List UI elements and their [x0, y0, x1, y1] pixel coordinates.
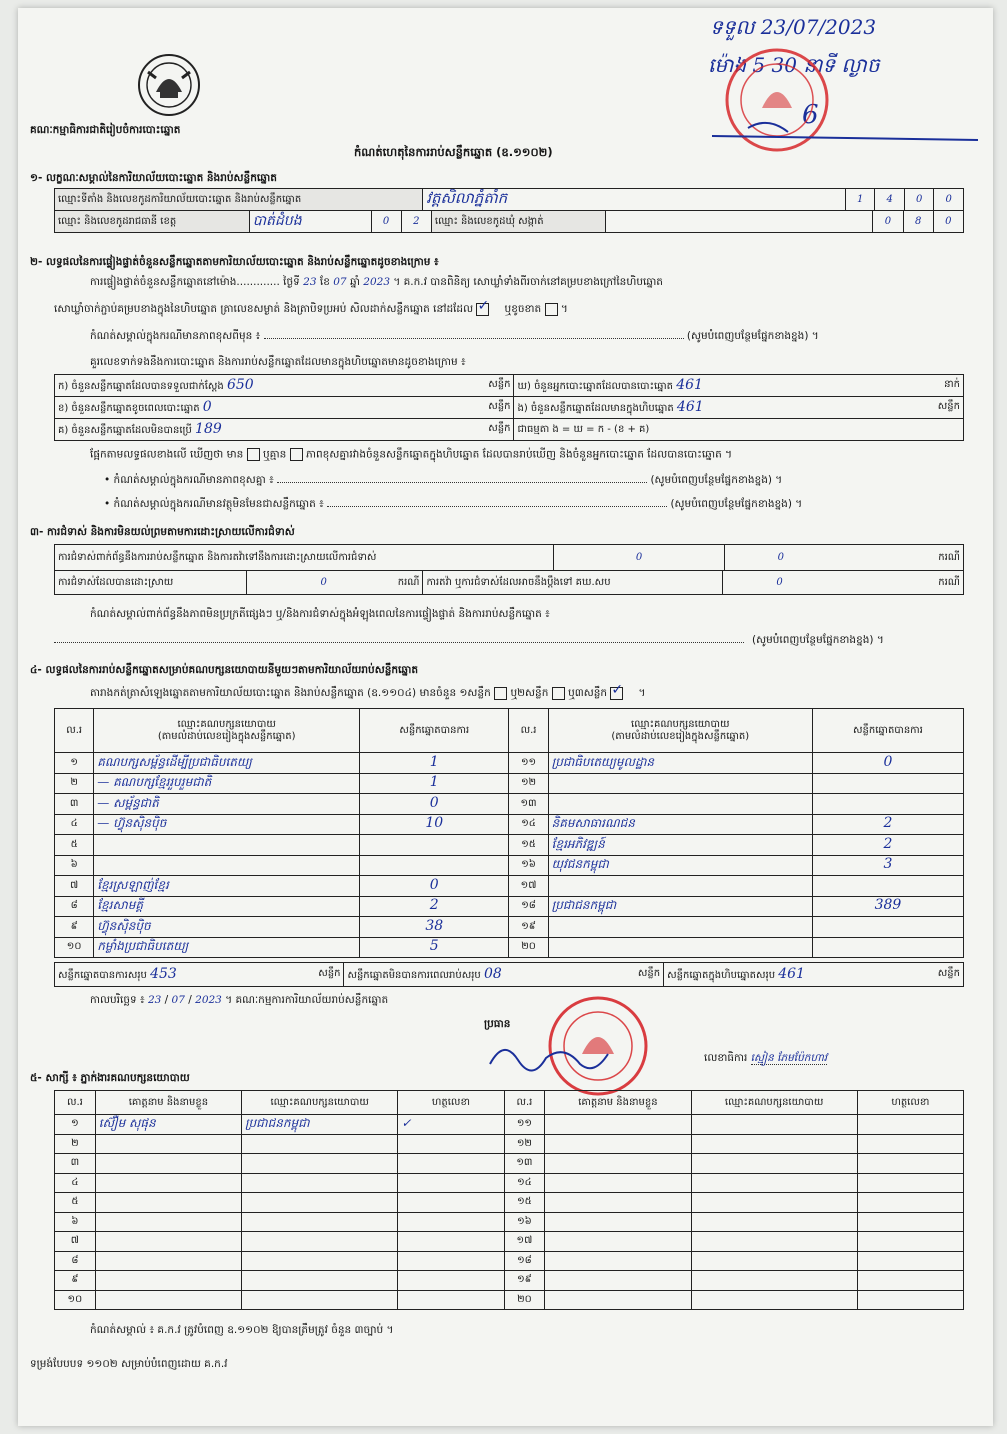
empty-cell	[545, 1115, 691, 1135]
station-code-3: 0	[904, 189, 933, 211]
row-number: ៩	[55, 1271, 96, 1291]
empty-cell	[857, 1251, 963, 1271]
invalid-total-label: សន្លឹកឆ្នោតមិនបានការពេលរាប់សរុប	[347, 969, 481, 981]
party-votes: 1	[429, 753, 439, 770]
unit: ករណី	[938, 551, 960, 563]
col-no: ល.រ	[509, 709, 548, 753]
tally-sheet-text: តារាងកត់ត្រាសំឡេងឆ្នោតតាមការិយាល័យបោះឆ្នោត និងរាប់សន្លឹកឆ្នោត (ឧ.១១០៤) មានចំនួន ១សន្លឹក	[90, 687, 491, 699]
party-row	[55, 917, 964, 938]
col-votes: សន្លឹកឆ្នោតបានការ	[360, 709, 509, 753]
secretary-label: លេខាធិការ	[704, 1052, 748, 1064]
party-row	[55, 794, 964, 815]
party-votes: 2	[883, 815, 893, 832]
col-party: ឈ្មោះគណបក្សនយោបាយ	[241, 1091, 397, 1115]
voters-value: 461	[676, 376, 703, 393]
col-party: ឈ្មោះគណបក្សនយោបាយ	[177, 718, 276, 730]
province-code-2: 2	[401, 211, 431, 233]
col-party: ឈ្មោះគណបក្សនយោបាយ	[691, 1091, 857, 1115]
empty-cell	[545, 1134, 691, 1154]
objections-table-row2	[54, 570, 964, 595]
party-row	[55, 855, 964, 876]
empty-cell	[857, 1212, 963, 1232]
empty-cell	[691, 1134, 857, 1154]
empty-cell	[691, 1212, 857, 1232]
party-votes: 1	[429, 774, 439, 791]
commune-code-3: 0	[933, 211, 963, 233]
difference-note: • កំណត់សម្គាល់ក្នុងករណីមានភាពខុសគ្នា ៖	[104, 474, 274, 486]
valid-total-label: សន្លឹកឆ្នោតបានការសរុប	[58, 969, 147, 981]
col-no: ល.រ	[504, 1091, 545, 1115]
party-name: យុវជនកម្ពុជា	[551, 857, 609, 872]
col-votes: សន្លឹកឆ្នោតបានការ	[812, 709, 963, 753]
unused-ballots-label: គ) ចំនួនសន្លឹកឆ្នោតដែលមិនបានប្រើ	[58, 424, 192, 436]
witness-row	[55, 1134, 964, 1154]
row-number: ២០	[504, 1290, 545, 1310]
empty-cell	[857, 1173, 963, 1193]
objections-count: 0	[554, 545, 724, 571]
row-number: ២០	[509, 937, 548, 958]
party-votes: 3	[883, 856, 893, 873]
verify-day: 23	[303, 276, 317, 288]
col-name: គោត្តនាម និងនាមខ្លួន	[545, 1091, 691, 1115]
row-number: ១៩	[509, 917, 548, 938]
party-name: — សម្ព័ន្ធជាតិ	[97, 795, 159, 810]
chair-signature	[484, 1034, 614, 1086]
empty-cell	[545, 1251, 691, 1271]
box-ballots-label: ង) ចំនួនសន្លឹកឆ្នោតដែលមានក្នុងហិបឆ្នោត	[517, 402, 674, 414]
row-number: ១៩	[504, 1271, 545, 1291]
year-word: ឆ្នាំ	[349, 276, 360, 288]
party-name: កម្លាំងប្រជាធិបតេយ្យ	[97, 939, 189, 954]
numbers-intro: គួរលេខទាក់ទងនឹងការបោះឆ្នោត និងការរាប់សន្លឹកឆ្នោតដែលមានក្នុងហិបឆ្នោតមានដូចខាងក្រោម ៖	[90, 356, 466, 368]
station-code-2: 4	[875, 189, 904, 211]
difference-note-label: កំណត់សម្គាល់ក្នុងករណីមានភាពខុសពីមុន ៖	[90, 330, 261, 342]
resolved-count: 0	[320, 576, 327, 588]
unit: សន្លឹក	[637, 967, 661, 979]
row-number: ១	[55, 753, 94, 774]
box-ballots-value: 461	[676, 398, 704, 415]
form-title: កំណត់ហេតុនៃការរាប់សន្លឹកឆ្នោត (ឧ.១១០២)	[354, 145, 553, 159]
empty-cell	[691, 1173, 857, 1193]
row-number: ៥	[55, 1193, 96, 1213]
empty-cell	[691, 1271, 857, 1291]
one-sheet-checkbox[interactable]	[494, 687, 507, 700]
party-votes: 0	[883, 753, 893, 770]
row-number: ១៧	[509, 876, 548, 897]
formula-text: ជាធម្មតា ង = ឃ = ក - (ខ + គ)	[517, 423, 650, 435]
row-number: ៩	[55, 917, 94, 938]
no-difference-text: ឬគ្មាន	[263, 448, 287, 461]
party-row	[55, 835, 964, 856]
station-name: វត្តសិលាភ្នំតាំក	[426, 189, 508, 207]
row-number: ៥	[55, 835, 94, 856]
witness-row	[55, 1290, 964, 1310]
party-row	[55, 876, 964, 897]
party-votes: 38	[425, 917, 444, 934]
fill-back-note: (សូមបំពេញបន្ថែមផ្នែកខាងខ្នង) ។	[670, 498, 803, 510]
party-name: — គណបក្សខ្មែររួបរួមជាតិ	[97, 775, 212, 790]
date-label: កាលបរិច្ឆេទ ៖	[90, 994, 145, 1006]
box-total-label: សន្លឹកឆ្នោតក្នុងហិបឆ្នោតសរុប	[667, 969, 776, 981]
appeal-count: 0	[776, 576, 783, 588]
col-party-sub: (តាមលំដាប់លេខរៀងក្នុងសន្លឹកឆ្នោត)	[611, 730, 750, 742]
section-4-title: ៤- លទ្ធផលនៃការរាប់សន្លឹកឆ្នោតសម្រាប់គណបក្សនយោបាយនីមួយៗតាមការិយាល័យរាប់សន្លឹកឆ្នោត	[30, 664, 419, 676]
row-number: ៣	[55, 794, 94, 815]
committee-label: ។ គណៈកម្មការការិយាល័យរាប់សន្លឹកឆ្នោត	[225, 994, 389, 1006]
section-1-table	[54, 188, 964, 211]
empty-cell	[691, 1290, 857, 1310]
row-number: ១៦	[509, 855, 548, 876]
row-number: ២	[55, 1134, 96, 1154]
row-number: ១៧	[504, 1232, 545, 1252]
row-number: ១២	[509, 773, 548, 794]
section-5-title: ៥- សាក្សី ៖ ភ្នាក់ងារគណបក្សនយោបាយ	[30, 1072, 190, 1084]
party-name: — ហ៊្វុនស៊ិនប៉ិច	[97, 816, 167, 831]
unit: សន្លឹក	[937, 967, 960, 979]
verify-month: 07	[333, 276, 347, 288]
province-code-1: 0	[371, 211, 401, 233]
received-number: 6	[802, 100, 819, 130]
witness-name: ស៊ឿម សុផុន	[98, 1116, 156, 1131]
witness-row	[55, 1193, 964, 1213]
unit: សន្លឹក	[488, 400, 511, 412]
row-number: ៦	[55, 1212, 96, 1232]
province-label: ឈ្មោះ និងលេខកូដរាជធានី ខេត្ត	[55, 211, 250, 233]
col-name: គោត្តនាម និងនាមខ្លួន	[95, 1091, 241, 1115]
unit: សន្លឹក	[488, 378, 511, 390]
party-row	[55, 896, 964, 917]
empty-cell	[545, 1212, 691, 1232]
fill-back-note: (សូមបំពេញបន្ថែមផ្នែកខាងខ្នង) ។	[752, 634, 884, 646]
row-number: ១០	[55, 937, 94, 958]
commune-label: ឈ្មោះ និងលេខកូដឃុំ សង្កាត់	[431, 211, 605, 233]
row-number: ១៤	[504, 1173, 545, 1193]
province-name: បាត់ដំបង	[252, 212, 302, 229]
verify-year: 2023	[363, 276, 391, 288]
section-2-title: ២- លទ្ធផលនៃការផ្ទៀងផ្ទាត់ចំនួនសន្លឹកឆ្នោតតាមការិយាល័យបោះឆ្នោត និងរាប់សន្លឹកឆ្នោតដូចខាងក្រោម ៖	[30, 256, 439, 268]
empty-cell	[545, 1173, 691, 1193]
row-number: ១២	[504, 1134, 545, 1154]
received-date: ទទួល 23/07/2023	[710, 15, 877, 39]
row-number: ១៦	[504, 1212, 545, 1232]
form-footer: ទម្រង់បែបបទ ១១០២ សម្រាប់បំពេញដោយ គ.ក.វ	[30, 1358, 228, 1370]
difference-exists-text: ផ្អែកតាមលទ្ធផលខាងលើ ឃើញថា មាន	[90, 448, 244, 461]
party-votes: 0	[429, 794, 439, 811]
three-sheet-text: ឬ៣សន្លឹក	[568, 687, 608, 699]
has-difference-checkbox[interactable]	[247, 448, 260, 461]
unit: ករណី	[938, 576, 960, 588]
chair-label: ប្រធាន	[484, 1018, 511, 1030]
party-name: ហ៊្វុនស៊ិនប៉ិច	[97, 918, 151, 933]
row-number: ១១	[509, 753, 548, 774]
col-party: ឈ្មោះគណបក្សនយោបាយ	[631, 718, 730, 730]
row-number: ១៥	[509, 835, 548, 856]
unused-ballots-value: 189	[195, 420, 222, 437]
row-number: ១៣	[509, 794, 548, 815]
invalid-total: 08	[483, 965, 502, 982]
empty-cell	[691, 1251, 857, 1271]
date-day: 23	[147, 994, 162, 1006]
row-number: ១៤	[509, 814, 548, 835]
witness-row	[55, 1271, 964, 1291]
party-votes: 389	[874, 897, 902, 914]
empty-cell	[857, 1290, 963, 1310]
station-code-4: 0	[934, 189, 964, 211]
witness-party: ប្រជាជនកម្ពុជា	[244, 1116, 310, 1131]
party-row	[55, 753, 964, 774]
row-number: ១	[55, 1115, 96, 1135]
col-party-sub: (តាមលំដាប់លេខរៀងក្នុងសន្លឹកឆ្នោត)	[157, 730, 296, 742]
party-name: ខ្មែរអភិវឌ្ឍន៍	[551, 836, 605, 851]
two-sheet-text: ឬ២សន្លឹក	[510, 687, 549, 699]
col-signature: ហត្ថលេខា	[398, 1091, 504, 1115]
empty-cell	[857, 1134, 963, 1154]
witness-row	[55, 1115, 964, 1135]
row-number: ១៨	[504, 1251, 545, 1271]
copies-note: កំណត់សម្គាល់ ៖ គ.ក.វ ត្រូវបំពេញ ឧ.១១០២ ឱ្យបានត្រឹមត្រូវ ចំនួន ៣ច្បាប់ ។	[90, 1324, 394, 1336]
month-word: ខែ	[319, 276, 330, 288]
party-row	[55, 773, 964, 794]
witness-row	[55, 1173, 964, 1193]
empty-cell	[545, 1154, 691, 1174]
verification-text-tail: ។ គ.ក.វ បានពិនិត្យ សោឃ្លាំទាំងពីរចាក់នៅគម្របខាងក្រៅនៃហិបឆ្នោត	[393, 276, 663, 288]
objections-table	[54, 544, 964, 571]
ballot-count-table	[54, 374, 964, 441]
valid-total: 453	[150, 965, 177, 982]
irregularity-note: កំណត់សម្គាល់ពាក់ព័ន្ធនឹងភាពមិនប្រក្រតីផ្សេងៗ ឬ/និងការជំទាស់ក្នុងអំឡុងពេលនៃការផ្ទៀងផ្ទាត់ និងការរាប់សន្លឹកឆ្នោត ៖	[90, 608, 550, 620]
party-results-table	[54, 708, 964, 958]
section-1-title: ១- លក្ខណៈសម្គាល់នៃការិយាល័យបោះឆ្នោត និងរាប់សន្លឹកឆ្នោត	[30, 172, 277, 184]
voters-label: ឃ) ចំនួនអ្នកបោះឆ្នោតដែលបានបោះឆ្នោត	[517, 380, 674, 392]
empty-cell	[545, 1290, 691, 1310]
witness-row	[55, 1251, 964, 1271]
party-name: ខ្មែរសាមគ្គី	[97, 898, 143, 913]
empty-cell	[545, 1193, 691, 1213]
row-number: ៣	[55, 1154, 96, 1174]
unit: ករណី	[397, 576, 420, 588]
org-name: គណៈកម្មាធិការជាតិរៀបចំការបោះឆ្នោត	[30, 124, 181, 136]
totals-table	[54, 962, 964, 987]
row-number: ១៥	[504, 1193, 545, 1213]
party-name: ខ្មែរស្រឡាញ់ខ្មែរ	[97, 877, 169, 892]
foreign-object-note: • កំណត់សម្គាល់ក្នុងករណីមានវត្ថុមិនមែនជាសន្លឹកឆ្នោត ៖	[104, 498, 324, 510]
col-signature: ហត្ថលេខា	[857, 1091, 963, 1115]
station-label: ឈ្មោះទីតាំង និងលេខកូដការិយាល័យបោះឆ្នោត និងរាប់សន្លឹកឆ្នោត	[55, 189, 423, 211]
row-number: ២	[55, 773, 94, 794]
col-no: ល.រ	[55, 1091, 96, 1115]
no-difference-checkbox[interactable]	[290, 448, 303, 461]
unit: សន្លឹក	[937, 400, 960, 412]
witness-row	[55, 1232, 964, 1252]
party-votes: 2	[429, 897, 439, 914]
seal-intact-text: សោឃ្លាំចាក់ភ្ជាប់គម្របខាងក្នុងនៃហិបឆ្នោត ត្រាលេខសម្ងាត់ និងត្រាបិទប្រអប់ សិលដាក់សន្លឹកឆ្នោត នៅដដែល	[54, 303, 474, 315]
difference-note-hint: (សូមបំពេញបន្ថែមផ្នែកខាងខ្នង) ។	[686, 330, 819, 342]
empty-cell	[545, 1232, 691, 1252]
row-number: ៤	[55, 814, 94, 835]
unit: នាក់	[944, 378, 960, 390]
received-time: ម៉ោង 5 30 នាទី ល្ងាច	[708, 53, 880, 77]
empty-cell	[545, 1271, 691, 1291]
appeals-count: 0	[777, 551, 784, 563]
empty-cell	[691, 1154, 857, 1174]
date-month: 07	[171, 994, 185, 1006]
secretary-name: ស្មៀន ភែមប៉ែកហាវ	[750, 1052, 828, 1064]
difference-description: ភាពខុសគ្នារវាងចំនួនសន្លឹកឆ្នោតក្នុងហិបឆ្នោត ដែលបានរាប់ឃើញ និងចំនួនអ្នកបោះឆ្នោត ដែលបានបោះឆ្នោត ។	[306, 448, 733, 461]
party-name: គណបក្សសម្ព័ន្ធដើម្បីប្រជាធិបតេយ្យ	[97, 754, 252, 769]
unit: សន្លឹក	[488, 422, 511, 434]
empty-cell	[857, 1154, 963, 1174]
received-ballots-value: 650	[226, 376, 254, 393]
unit: សន្លឹក	[318, 967, 341, 979]
emblem-logo	[136, 52, 202, 118]
row-number: ៧	[55, 1232, 96, 1252]
row-number: ១១	[504, 1115, 545, 1135]
verification-time-text: ការផ្ទៀងផ្ទាត់ចំនួនសន្លឹកឆ្នោតនៅម៉ោង............. ថ្ងៃទី	[90, 276, 300, 288]
received-ballots-label: ក) ចំនួនសន្លឹកឆ្នោតដែលបានទទួលជាក់ស្តែង	[58, 380, 224, 392]
intact-check-mark: ✓	[477, 298, 490, 314]
objections-label: ការជំទាស់ពាក់ព័ន្ធនឹងការរាប់សន្លឹកឆ្នោត និងការតវ៉ាទៅនឹងការដោះស្រាយលើការជំទាស់	[55, 545, 554, 571]
date-year: 2023	[195, 994, 222, 1006]
party-row	[55, 814, 964, 835]
empty-cell	[691, 1232, 857, 1252]
party-votes: 5	[429, 938, 439, 955]
empty-cell	[857, 1271, 963, 1291]
box-total: 461	[778, 965, 805, 982]
damaged-checkbox[interactable]	[545, 303, 558, 316]
spoiled-ballots-value: 0	[202, 398, 212, 415]
resolved-label: ការជំទាស់ដែលបានដោះស្រាយ	[55, 571, 247, 595]
witness-row	[55, 1154, 964, 1174]
section-3-title: ៣- ការជំទាស់ និងការមិនយល់ព្រមតាមការដោះស្រាយលើការជំទាស់	[30, 526, 295, 538]
empty-cell	[857, 1115, 963, 1135]
party-votes: 0	[429, 876, 439, 893]
row-number: ៨	[55, 896, 94, 917]
row-number: ៨	[55, 1251, 96, 1271]
empty-cell	[691, 1115, 857, 1135]
row-number: ១០	[55, 1290, 96, 1310]
commune-code-2: 8	[903, 211, 933, 233]
party-name: និគមសាធារណជន	[551, 816, 635, 831]
party-row	[55, 937, 964, 958]
row-number: ៦	[55, 855, 94, 876]
row-number: ១៣	[504, 1154, 545, 1174]
empty-cell	[691, 1193, 857, 1213]
row-number: ៧	[55, 876, 94, 897]
row-number: ១៨	[509, 896, 548, 917]
spoiled-ballots-label: ខ) ចំនួនសន្លឹកឆ្នោតខូចពេលបោះឆ្នោត	[58, 402, 200, 414]
col-no: ល.រ	[55, 709, 94, 753]
empty-cell	[857, 1193, 963, 1213]
three-sheet-check-mark: ✓	[611, 682, 624, 698]
two-sheet-checkbox[interactable]	[552, 687, 565, 700]
witness-sign: ✓	[401, 1116, 412, 1131]
witness-table	[54, 1090, 964, 1310]
party-name: ប្រជាជនកម្ពុជា	[551, 898, 617, 913]
party-name: ប្រជាធិបតេយ្យមូលដ្ឋាន	[551, 754, 655, 769]
section-1-table-row2	[54, 210, 964, 233]
witness-row	[55, 1212, 964, 1232]
form-page: គណៈកម្មាធិការជាតិរៀបចំការបោះឆ្នោត កំណត់ហេតុនៃការរាប់សន្លឹកឆ្នោត (ឧ.១១០២) ទទួល 23/07/2023 ម៉ោង 5 30 នាទី ល្ងាច 6 ១- លក្ខណៈសម្គាល់នៃការិយាល័យបោះឆ្នោត និងរាប់សន្លឹកឆ្នោត ឈ្មោះទីតាំង និងលេខកូដការិយាល័យបោះឆ្នោត និងរាប់សន្លឹកឆ្នោត វត្តសិលាភ្នំតាំក 1 4 0 0 ឈ្មោះ និងលេខកូដរាជធានី ខេត្ត បាត់ដំបង 0 2 ឈ្មោះ និងលេខកូដឃុំ សង្កាត់ 0 8 0 ២- លទ្ធផលនៃការផ្ទៀងផ្ទាត់ចំនួនសន្លឹកឆ្នោតតាមការិយាល័យបោះឆ្នោត និងរាប់សន្លឹកឆ្នោតដូចខាងក្រោម ៖ ការផ្ទៀងផ្ទាត់ចំនួនសន្លឹកឆ្នោតនៅម៉ោង............. ថ្ងៃទី 23 ខែ 07 ឆ្នាំ 2023 ។ គ.ក.វ បានពិនិត្យ សោឃ្លាំទាំងពីរចាក់នៅគម្របខាងក្រៅនៃហិបឆ្នោត សោឃ្លាំចាក់ភ្ជាប់គម្របខាងក្នុងនៃហិបឆ្នោត ត្រាលេខសម្ងាត់ និងត្រាបិទប្រអប់ សិលដាក់សន្លឹកឆ្នោត នៅដដែល ✓ ឬខូចខាត ។ កំណត់សម្គាល់ក្នុងករណីមានភាពខុសពីមុន ៖ (សូមបំពេញបន្ថែមផ្នែកខាងខ្នង) ។ គួរលេខទាក់ទងនឹងការបោះឆ្នោត និងការរាប់សន្លឹកឆ្នោតដែលមានក្នុងហិបឆ្នោតមានដូចខាងក្រោម ៖ ក) ចំនួនសន្លឹកឆ្នោតដែលបានទទួលជាក់ស្តែង 650 សន្លឹក ឃ) ចំនួនអ្នកបោះឆ្នោតដែលបានបោះឆ្នោត 461 នាក់ ខ) ចំនួនសន្លឹកឆ្នោតខូចពេលបោះឆ្នោត 0 សន្លឹក ង) ចំនួនសន្លឹកឆ្នោតដែលមានក្នុងហិបឆ្នោត 461 សន្លឹក គ) ចំនួនសន្លឹកឆ្នោតដែលមិនបានប្រើ 189 សន្លឹក ជាធម្មតា ង = ឃ = ក - (ខ + គ) ផ្អែកតាមលទ្ធផលខាងលើ ឃើញថា មាន ឬគ្មាន ភាពខុសគ្នារវាងចំនួនសន្លឹកឆ្នោតក្នុងហិបឆ្នោត ដែលបានរាប់ឃើញ និងចំនួនអ្នកបោះឆ្នោត ដែលបានបោះឆ្នោត ។ • កំណត់សម្គាល់ក្នុងករណីមានភាពខុសគ្នា ៖ (សូមបំពេញបន្ថែមផ្នែកខាងខ្នង) ។ • កំណត់សម្គាល់ក្នុងករណីមានវត្ថុមិនមែនជាសន្លឹកឆ្នោត ៖ (សូមបំពេញបន្ថែមផ្នែកខាងខ្នង) ។ ៣- ការជំទាស់ និងការមិនយល់ព្រមតាមការដោះស្រាយលើការជំទាស់ ការជំទាស់ពាក់ព័ន្ធនឹងការរាប់សន្លឹកឆ្នោត និងការតវ៉ាទៅនឹងការដោះស្រាយលើការជំទាស់ 0 0 ករណី ការជំទាស់ដែលបានដោះស្រាយ 0 ករណី ការតវ៉ា ឬការជំទាស់ដែលអាចនឹងប្តឹងទៅ គឃ.សប 0 ករណី កំណត់សម្គាល់ពាក់ព័ន្ធនឹងភាពមិនប្រក្រតីផ្សេងៗ ឬ/និងការជំទាស់ក្នុងអំឡុងពេលនៃការផ្ទៀងផ្ទាត់ និងការរាប់សន្លឹកឆ្នោត ៖ (សូមបំពេញបន្ថែមផ្នែកខាងខ្នង) ។ ៤- លទ្ធផលនៃការរាប់សន្លឹកឆ្នោតសម្រាប់គណបក្សនយោបាយនីមួយៗតាមការិយាល័យរាប់សន្លឹកឆ្នោត តារាងកត់ត្រាសំឡេងឆ្នោតតាមការិយាល័យបោះឆ្នោត និងរាប់សន្លឹកឆ្នោត (ឧ.១១០៤) មានចំនួន ១សន្លឹក ឬ២សន្លឹក ឬ៣សន្លឹក ✓ ។ ល.រ ឈ្មោះគណបក្សនយោបាយ (តាមលំដាប់លេខរៀងក្នុងសន្លឹកឆ្នោត) សន្លឹកឆ្នោតបានការ ល.រ ឈ្មោះគណបក្សនយោបាយ (តាមលំដាប់លេខរៀងក្នុងសន្លឹកឆ្នោត) សន្លឹកឆ្នោតបានការ ១ គណបក្សសម្ព័ន្ធដើម្បីប្រជាធិបតេយ្យ 1 ១១ ប្រជាធិបតេយ្យមូលដ្ឋាន 0 ២ — គណបក្សខ្មែររួបរួមជាតិ 1 ១២ ៣ — សម្ព័ន្ធជាតិ 0 ១៣ ៤ — ហ៊្វុនស៊ិនប៉ិច 10 ១៤ និគមសាធារណជន 2 ៥ ១៥ ខ្មែរអភិវឌ្ឍន៍ 2 ៦ ១៦ យុវជនកម្ពុជា 3 ៧ ខ្មែរស្រឡាញ់ខ្មែរ 0 ១៧ ៨ ខ្មែរសាមគ្គី 2 ១៨ ប្រជាជនកម្ពុជា 389 ៩ ហ៊្វុនស៊ិនប៉ិច 38 ១៩ ១០ កម្លាំងប្រជាធិបតេយ្យ 5 ២០ សន្លឹកឆ្នោតបានការសរុប 453 សន្លឹក សន្លឹកឆ្នោតមិនបានការពេលរាប់សរុប 08 សន្លឹក សន្លឹកឆ្នោតក្នុងហិបឆ្នោតសរុប 461 សន្លឹក កាលបរិច្ឆេទ ៖ 23 / 07 / 2023 ។ គណៈកម្មការការិយាល័យរាប់សន្លឹកឆ្នោត ប្រធាន លេខាធិការ ស្មៀន ភែមប៉ែកហាវ ៥- សាក្សី ៖ ភ្នាក់ងារគណបក្សនយោបាយ ល.រ គោត្តនាម និងនាមខ្លួន ឈ្មោះគណបក្សនយោបាយ ហត្ថលេខា ល.រ គោត្តនាម និងនាមខ្លួន ឈ្មោះគណបក្សនយោបាយ ហត្ថលេខា ១ ស៊ឿម សុផុន ប្រជាជនកម្ពុជា ✓ ១១ ២ ១២ ៣ ១៣ ៤ ១៤ ៥ ១៥ ៦ ១៦ ៧ ១៧ ៨ ១៨ ៩ ១៩ ១០ ២០ កំណត់សម្គាល់ ៖ គ.ក.វ ត្រូវបំពេញ ឧ.១១០២ ឱ្យបានត្រឹមត្រូវ ចំនួន ៣ច្បាប់ ។ ទម្រង់បែបបទ ១១០២ សម្រាប់បំពេញដោយ គ.ក.វ	[18, 8, 993, 1426]
empty-cell	[857, 1232, 963, 1252]
party-votes: 10	[425, 815, 444, 832]
commune-code-1: 0	[873, 211, 903, 233]
fill-back-note: (សូមបំពេញបន្ថែមផ្នែកខាងខ្នង) ។	[650, 474, 783, 486]
pen-strokes	[708, 118, 988, 148]
appeal-label: ការតវ៉ា ឬការជំទាស់ដែលអាចនឹងប្តឹងទៅ គឃ.សប	[423, 571, 723, 595]
party-votes: 2	[883, 835, 893, 852]
station-code-1: 1	[846, 189, 875, 211]
row-number: ៤	[55, 1173, 96, 1193]
damaged-text: ឬខូចខាត	[504, 303, 542, 315]
